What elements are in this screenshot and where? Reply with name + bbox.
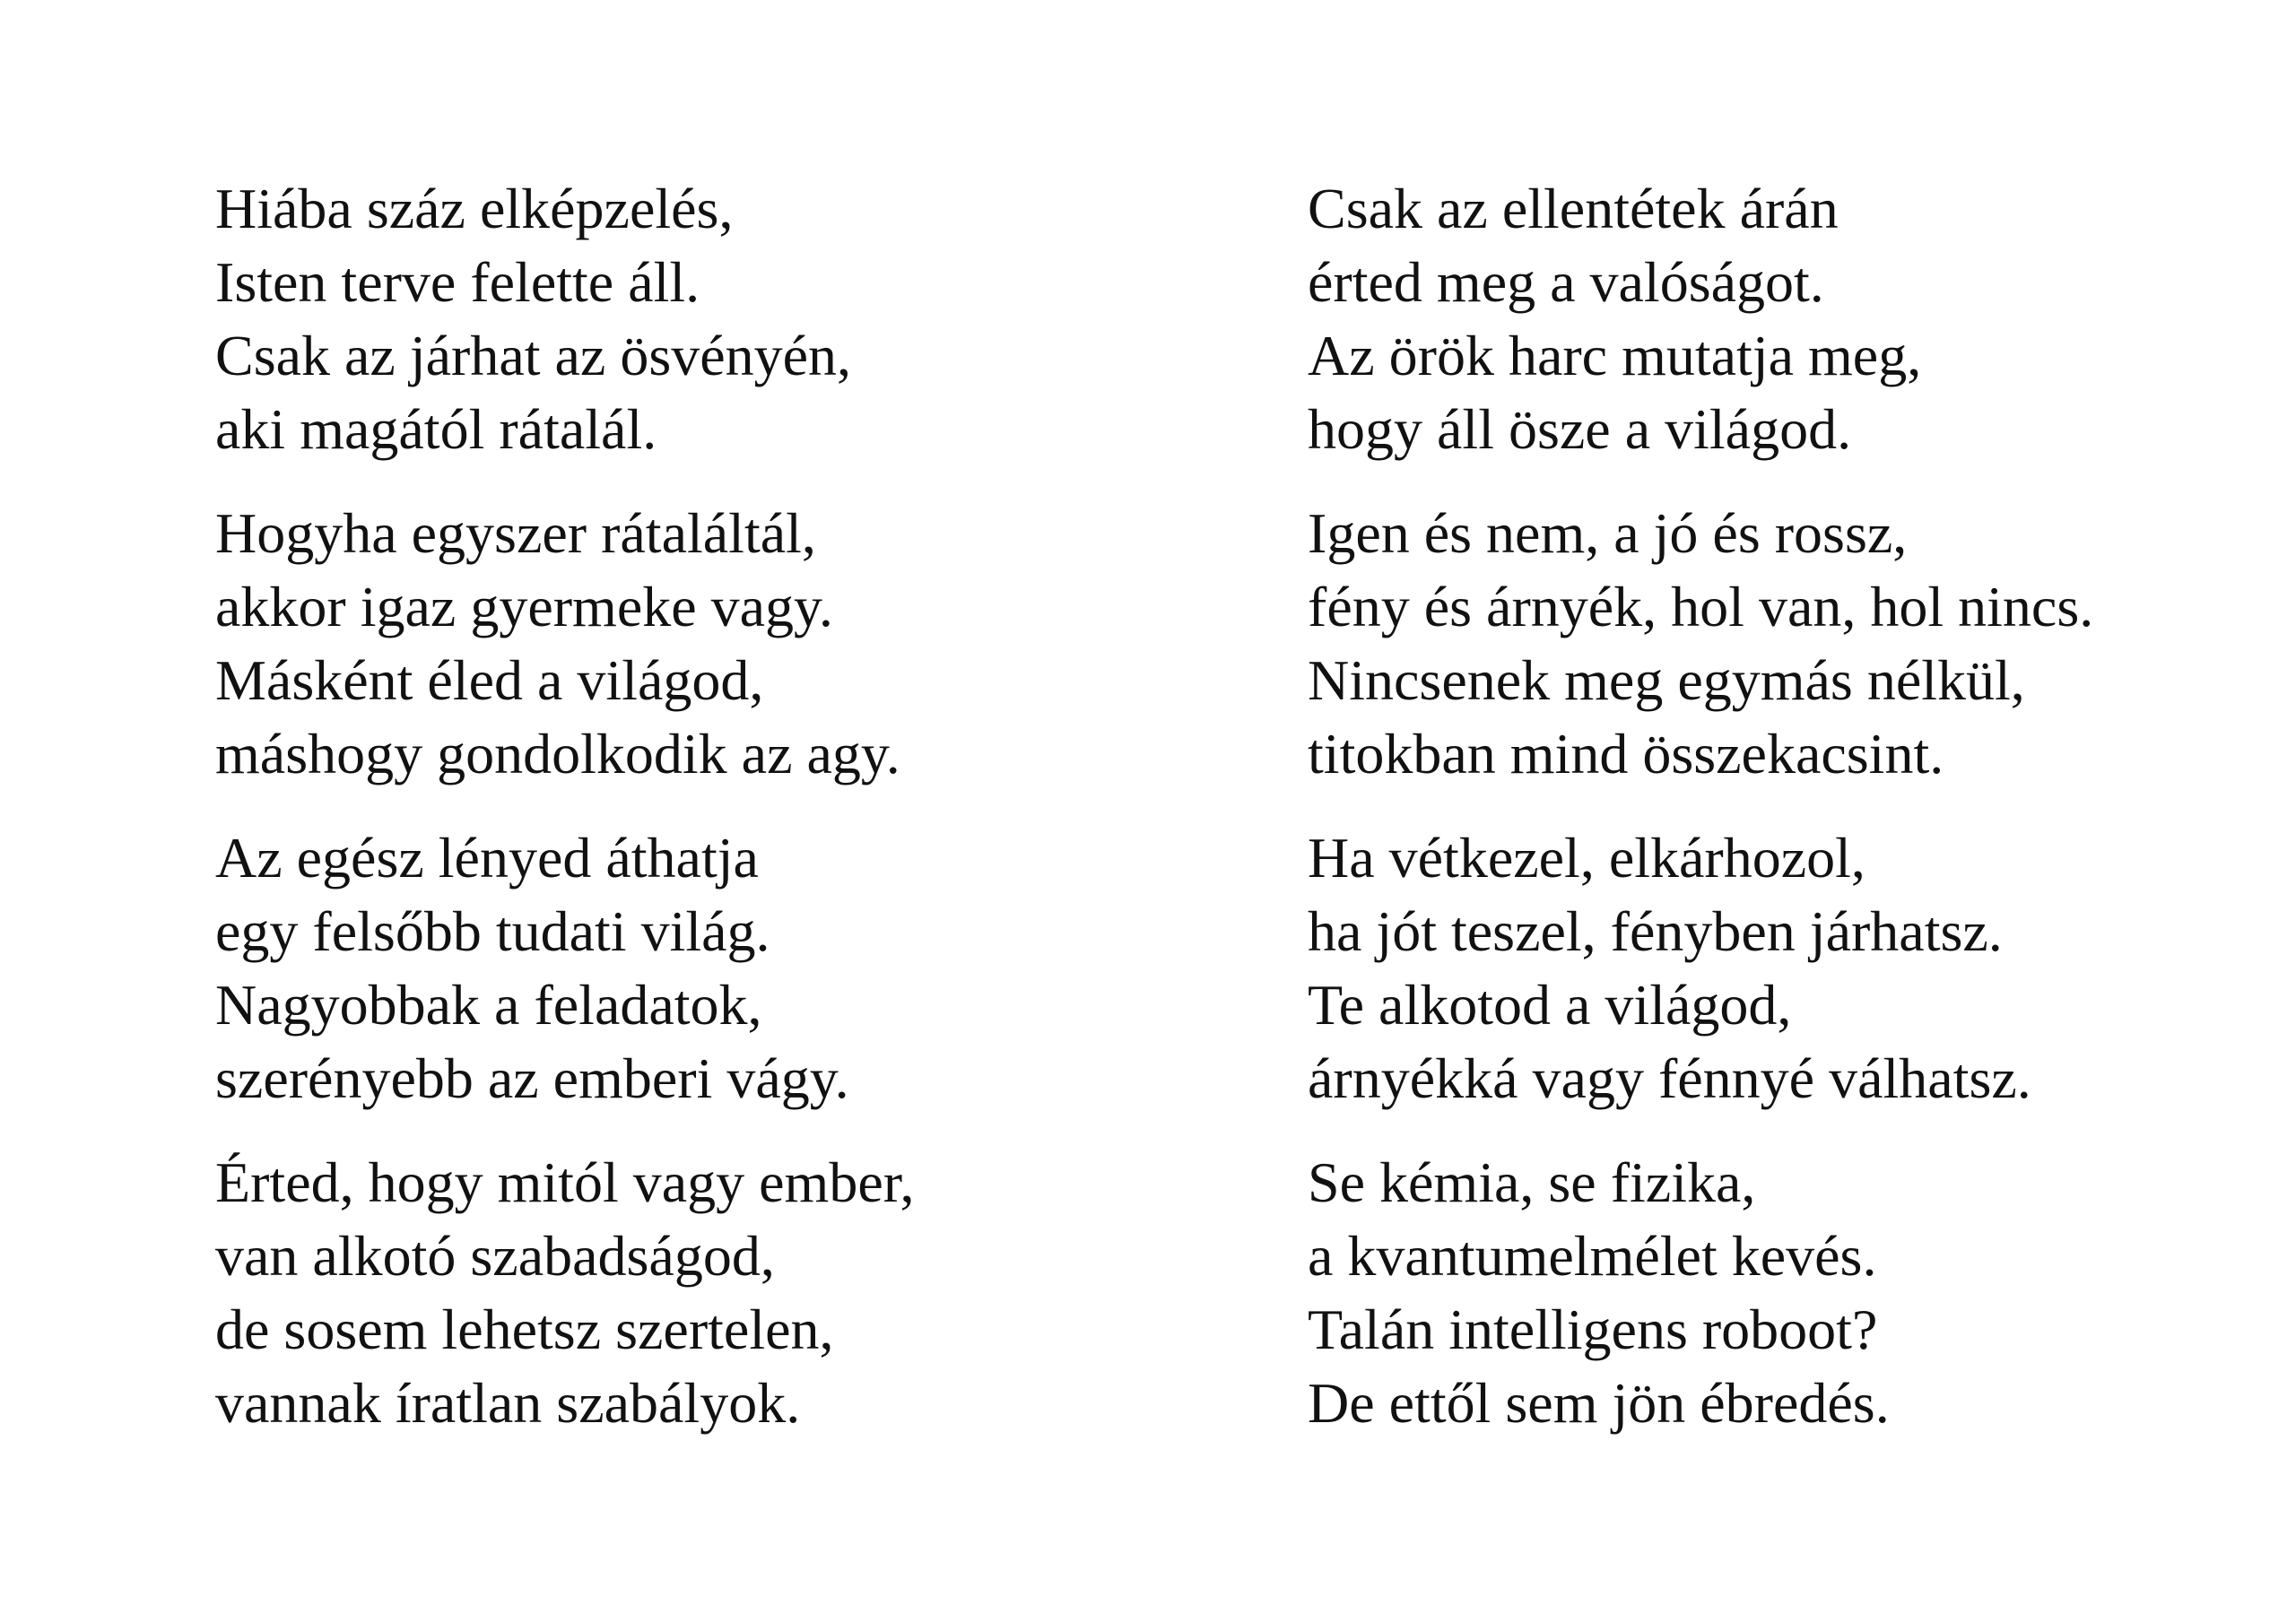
poem-line: ha jót teszel, fényben járhatsz. [1308,899,2003,963]
poem-line: Nagyobbak a feladatok, [215,973,762,1037]
stanza [1308,497,2258,791]
poem-line: Te alkotod a világod, [1308,973,1792,1037]
stanza [215,1146,1247,1440]
poem-line: Igen és nem, a jó és rossz, [1308,501,1908,565]
stanza [1308,172,2258,466]
poem-line: egy felsőbb tudati világ. [215,899,770,963]
poem-line: Hogyha egyszer rátaláltál, [215,501,816,565]
poem-line: árnyékká vagy fénnyé válhatsz. [1308,1046,2031,1110]
poem-line: Nincsenek meg egymás nélkül, [1308,648,2025,712]
poem-line: Érted, hogy mitól vagy ember, [215,1150,915,1214]
poem-line: máshogy gondolkodik az agy. [215,722,900,785]
poem-line: Csak az járhat az ösvényén, [215,324,852,387]
poem-line: Másként éled a világod, [215,648,764,712]
poem-line: De ettől sem jön ébredés. [1308,1371,1890,1435]
poem-line: de sosem lehetsz szertelen, [215,1298,834,1361]
stanza [1308,821,2258,1115]
poem-line: van alkotó szabadságod, [215,1224,775,1288]
poem-line: Csak az ellentétek árán [1308,177,1839,240]
poem-line: akkor igaz gyermeke vagy. [215,575,833,638]
stanza [215,821,1247,1115]
poem-line: vannak íratlan szabályok. [215,1371,801,1435]
poem-line: hogy áll ösze a világod. [1308,397,1852,461]
poem-line: Hiába száz elképzelés, [215,177,734,240]
stanza [1308,1146,2258,1440]
poem-line: Az egész lényed áthatja [215,826,759,890]
poem-line: Isten terve felette áll. [215,250,700,314]
poem-line: titokban mind összekacsint. [1308,722,1944,785]
poem-line: aki magától rátalál. [215,397,657,461]
poem-line: a kvantumelmélet kevés. [1308,1224,1877,1288]
poem-line: Se kémia, se fizika, [1308,1150,1756,1214]
poem-line: szerényebb az emberi vágy. [215,1046,849,1110]
poem-line: Talán intelligens roboot? [1308,1298,1878,1361]
poem-right-column [1308,172,2258,1471]
stanza [215,497,1247,791]
stanza [215,172,1247,466]
poem-line: Az örök harc mutatja meg, [1308,324,1922,387]
poem-line: fény és árnyék, hol van, hol nincs. [1308,575,2094,638]
poem-line: Ha vétkezel, elkárhozol, [1308,826,1866,890]
poem-left-column [215,172,1247,1471]
poem-line: érted meg a valóságot. [1308,250,1824,314]
